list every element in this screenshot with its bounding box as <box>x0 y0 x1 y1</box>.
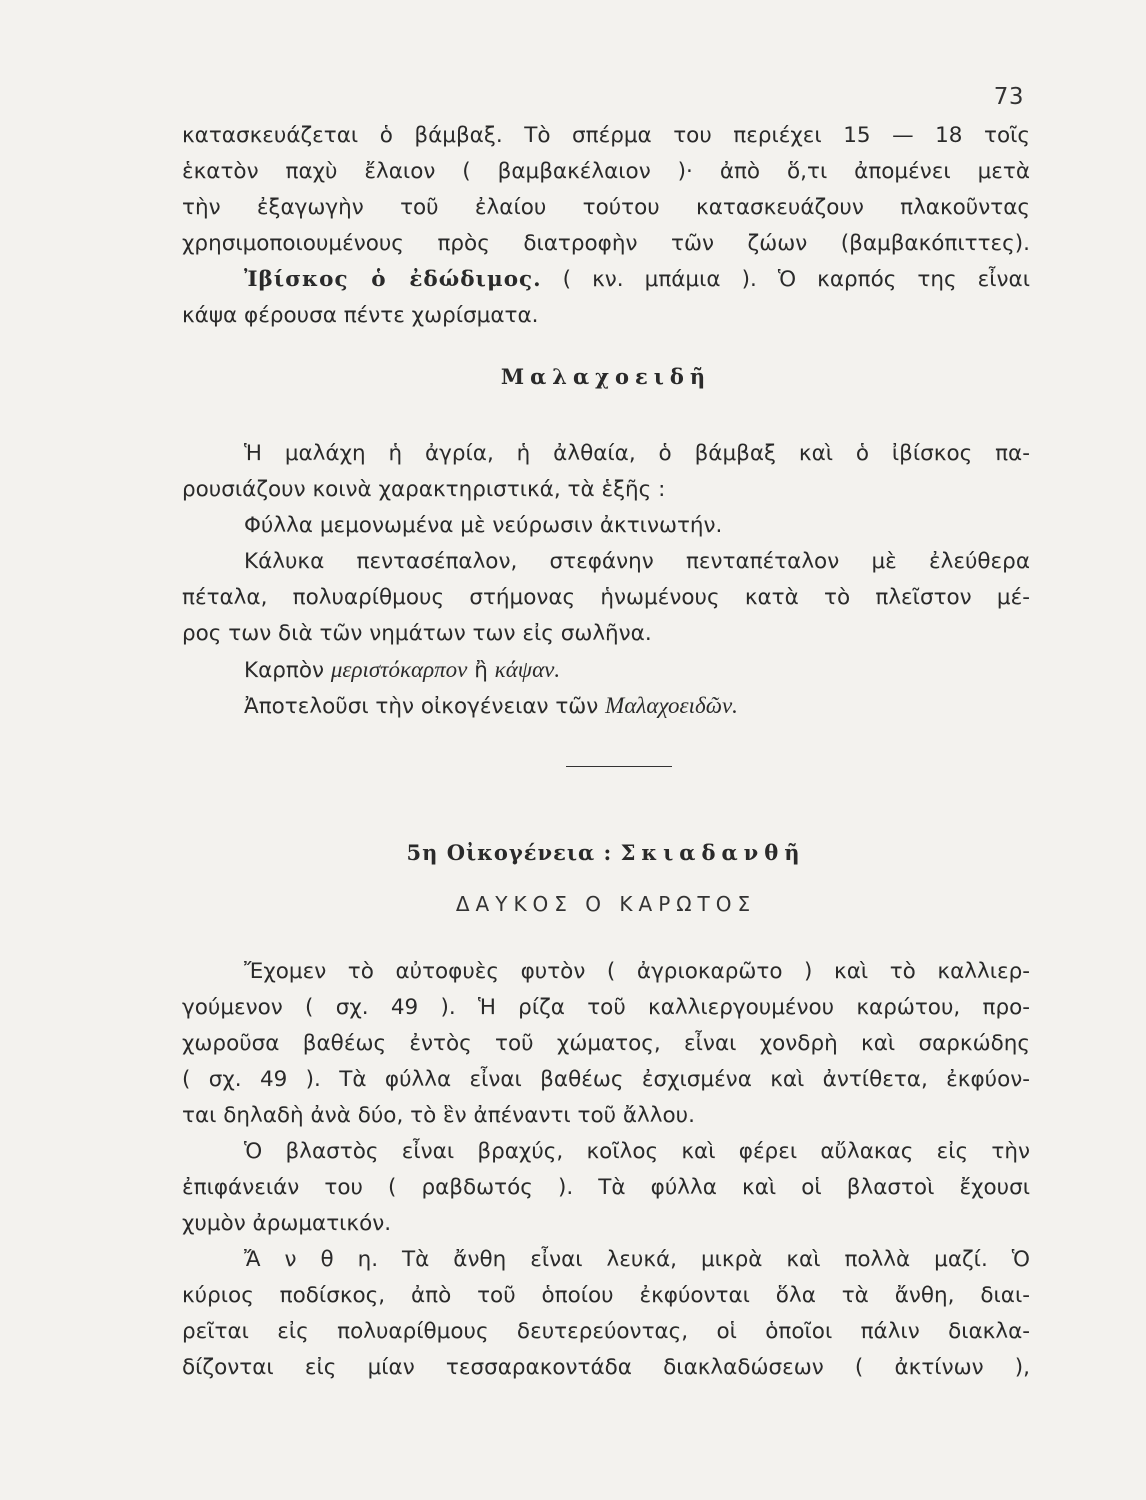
section-divider <box>566 766 672 767</box>
text-span: ( κν. μπάμια ). Ὁ καρπός της εἶναι <box>541 267 1030 292</box>
text-span: ἢ <box>467 658 495 683</box>
text-line: πέταλα, πολυαρίθμους στήμονας ἡνωμένους κατὰ τὸ πλεῖστον μέ- <box>182 585 1030 610</box>
text-line <box>244 652 1030 689</box>
text-line: χωροῦσα βαθέως ἐντὸς τοῦ χώματος, εἶναι χονδρὴ καὶ σαρκώδης <box>182 1031 1030 1056</box>
text-line: κατασκευάζεται ὁ βάμβαξ. Τὸ σπέρμα του περιέχει 15 — 18 τοῖς <box>182 123 1030 148</box>
italic-term: κάψαν. <box>494 657 561 682</box>
text-line: δίζονται εἰς μίαν τεσσαρακοντάδα διακλαδώσεων ( ἀκτίνων ), <box>182 1355 1030 1380</box>
family-heading <box>182 840 1030 865</box>
italic-term: μεριστόκαρπον <box>330 657 468 682</box>
species-term: Ἰβίσκος ὁ ἐδώδιμος. <box>244 267 542 292</box>
text-line: Ἔχομεν τὸ αὐτοφυὲς φυτὸν ( ἀγριοκαρῶτο ) καὶ τὸ καλλιερ- <box>244 959 1030 984</box>
text-line: ται δηλαδὴ ἀνὰ δύο, τὸ ἓν ἀπέναντι τοῦ ἄλλου. <box>182 1103 695 1128</box>
text-line: ρος των διὰ τῶν νημάτων των εἰς σωλῆνα. <box>182 621 652 646</box>
text-line: κάψα φέρουσα πέντε χωρίσματα. <box>182 303 539 328</box>
text-line: ἐπιφάνειάν του ( ραβδωτός ). Τὰ φύλλα καὶ οἱ βλαστοὶ ἔχουσι <box>182 1175 1030 1200</box>
text-line: ρουσιάζουν κοινὰ χαρακτηριστικά, τὰ ἑξῆς : <box>182 477 666 502</box>
text-line: χυμὸν ἀρωματικόν. <box>182 1211 392 1236</box>
text-line: Φύλλα μεμονωμένα μὲ νεύρωσιν ἀκτινωτήν. <box>244 513 723 538</box>
text-line: Ἡ μαλάχη ἡ ἀγρία, ἡ ἀλθαία, ὁ βάμβαξ καὶ ὁ ἰβίσκος πα- <box>244 441 1030 466</box>
section-heading: Μαλαχοειδῆ <box>500 364 712 389</box>
text-line: Ὁ βλαστὸς εἶναι βραχύς, κοῖλος καὶ φέρει αὔλακας εἰς τὴν <box>244 1139 1030 1164</box>
italic-term: Μαλαχοειδῶν. <box>605 693 738 718</box>
text-line: κύριος ποδίσκος, ἀπὸ τοῦ ὁποίου ἐκφύονται ὅλα τὰ ἄνθη, διαι- <box>182 1283 1030 1308</box>
text-line: ἑκατὸν παχὺ ἔλαιον ( βαμβακέλαιον )· ἀπὸ ὅ,τι ἀπομένει μετὰ <box>182 159 1030 184</box>
species-heading: ΔΑΥΚΟΣ Ο ΚΑΡΩΤΟΣ <box>455 892 757 916</box>
text-line: Κάλυκα πεντασέπαλον, στεφάνην πενταπέταλον μὲ ἐλεύθερα <box>244 549 1030 574</box>
text-line: ( σχ. 49 ). Τὰ φύλλα εἶναι βαθέως ἐσχισμένα καὶ ἀντίθετα, ἐκφύον- <box>182 1067 1030 1092</box>
text-line: Ἄ ν θ η. Τὰ ἄνθη εἶναι λευκά, μικρὰ καὶ πολλὰ μαζί. Ὁ <box>244 1247 1030 1272</box>
family-label: 5η Οἰκογένεια : <box>406 840 621 865</box>
text-line: ρεῖται εἰς πολυαρίθμους δευτερεύοντας, οἱ ὁποῖοι πάλιν διακλα- <box>182 1319 1030 1344</box>
page-number: 73 <box>993 84 1024 110</box>
text-line: τὴν ἐξαγωγὴν τοῦ ἐλαίου τούτου κατασκευάζουν πλακοῦντας <box>182 195 1030 220</box>
text-line <box>244 262 1030 298</box>
text-line <box>244 688 1030 725</box>
text-line: γούμενον ( σχ. 49 ). Ἡ ρίζα τοῦ καλλιεργουμένου καρώτου, προ- <box>182 995 1030 1020</box>
family-name: Σκιαδανθῆ <box>620 840 806 865</box>
text-line: χρησιμοποιουμένους πρὸς διατροφὴν τῶν ζώων (βαμβακόπιττες). <box>182 231 1030 256</box>
text-span: Ἀποτελοῦσι τὴν οἰκογένειαν τῶν <box>244 694 606 719</box>
text-span: Καρπὸν <box>244 658 331 683</box>
